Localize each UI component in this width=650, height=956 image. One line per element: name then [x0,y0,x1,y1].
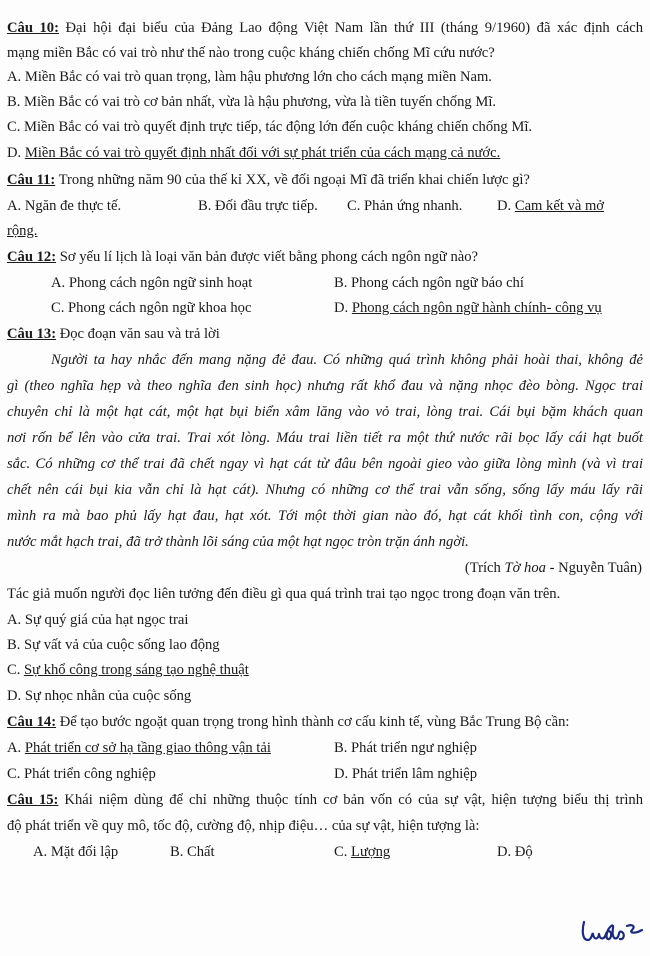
q12-option-a [51,273,252,293]
option-letter: C. [7,662,25,678]
option-letter: B. [7,94,25,110]
option-letter: C. [51,300,69,316]
option-letter: C. [347,198,365,214]
option-text: Phát triển lâm nghiệp [351,766,478,782]
option-text: Sự vất vả của cuộc sống lao động [24,637,220,653]
option-text: Phản ứng nhanh. [364,198,463,214]
option-letter: D. [7,145,25,161]
option-text: Mặt đối lập [50,844,119,860]
option-text: Miền Bắc có vai trò quan trọng, làm hậu phương lớn cho cách mạng miền Nam. [24,69,492,85]
signature-icon [580,918,646,948]
passage-line-4: nơi rốn bể lên vào cửa trai. Trai xót lòng. Máu trai liền tiết ra một thứ nước rãi bọc lấy cái hạt buốt [7,430,643,446]
option-text: Đối đầu trực tiếp. [215,198,318,214]
option-letter: C. [334,844,352,860]
option-letter: B. [334,275,352,291]
q13-stem [7,324,220,344]
q12-option-c [51,298,251,318]
q13-text: Đọc đoạn văn sau và trả lời [56,326,220,342]
q10-label: Câu 10: [7,20,59,36]
option-text: Sự quý giá của hạt ngọc trai [24,612,189,628]
q14-stem [7,712,569,732]
q15-option-c [334,842,390,862]
handwritten-signature [580,918,646,953]
q12-option-b [334,273,524,293]
q12-stem [7,247,478,267]
q13-option-c [7,660,249,680]
option-text: Phát triển công nghiệp [24,766,156,782]
option-letter: C. [7,766,25,782]
passage-line-3: chuyên chỉ là một hạt cát, một hạt bụi biển xâm lăng vào vỏ trai, lòng trai. Cái bụi bặm khách quan [7,404,643,420]
q13-option-d [7,686,191,706]
q12-label: Câu 12: [7,249,57,265]
option-text: Chất [187,844,215,860]
option-text-answer: Phát triển cơ sở hạ tầng giao thông vận tải [24,740,271,756]
option-text: Phát triển ngư nghiệp [351,740,477,756]
option-text-answer: Cam kết và mở [514,198,605,214]
q14-option-d [334,764,477,784]
q13-label: Câu 13: [7,326,57,342]
q15-option-a [33,842,118,862]
q15-text: Khái niệm dùng để chỉ những thuộc tính cơ bản vốn có của sự vật, hiện tượng biểu thị trình [58,792,643,808]
option-text-answer: Phong cách ngôn ngữ hành chính- công vụ [351,300,602,316]
q10-option-a [7,67,492,87]
q12-text: Sơ yếu lí lịch là loại văn bản được viết bằng phong cách ngôn ngữ nào? [56,249,478,265]
q12-option-d [334,298,602,318]
q14-text: Để tạo bước ngoặt quan trọng trong hình thành cơ cấu kinh tế, vùng Bắc Trung Bộ cần: [56,714,570,730]
option-letter: D. [497,198,515,214]
q15-option-d [497,842,533,862]
option-letter: B. [7,637,25,653]
source-title: Tờ hoa [504,560,546,576]
source-author: - Nguyễn Tuân) [545,560,642,576]
q11-stem [7,170,530,190]
q14-option-a [7,738,271,758]
passage-line-2: gì (theo nghĩa hẹp và theo nghĩa đen sinh học) nhưng rất khổ đau và nặng nhọc đèo bòng. Ngọc trai [7,378,643,394]
option-letter: A. [51,275,69,291]
q15-option-b [170,842,215,862]
option-letter: B. [170,844,188,860]
option-text: Phong cách ngôn ngữ báo chí [351,275,524,291]
option-letter: C. [7,119,25,135]
option-letter: A. [33,844,51,860]
option-letter: B. [334,740,352,756]
q14-option-b [334,738,477,758]
passage-line-1: Người ta hay nhắc đến mang nặng đẻ đau. Có những quá trình không phải hoài thai, không đẻ [51,352,643,368]
q14-label: Câu 14: [7,714,57,730]
option-text-answer: Sự khổ công trong sáng tạo nghệ thuật [24,662,249,678]
passage-line-7: mình ra mà bao phủ lấy hạt đau, hạt xót. Tới một thời gian nào đó, hạt cát khối tình con, cộng với [7,508,643,524]
q10-stem-line2: mạng miền Bắc có vai trò như thế nào trong cuộc kháng chiến chống Mĩ cứu nước? [7,45,495,61]
q11-option-c [347,196,462,216]
passage-line-5: sắc. Có những cơ thể trai đã chết ngay vì hạt cát từ đâu bên ngoài gieo vào giữa lòng mình (và vì trai [7,456,643,472]
q15-label: Câu 15: [7,792,59,808]
q11-text: Trong những năm 90 của thế kỉ XX, về đối ngoại Mĩ đã triển khai chiến lược gì? [55,172,530,188]
option-letter: D. [497,844,515,860]
option-text: Phong cách ngôn ngữ khoa học [68,300,252,316]
option-letter: A. [7,69,25,85]
source-prefix: (Trích [464,560,505,576]
option-text: Ngăn đe thực tế. [24,198,122,214]
option-text-answer: Lượng [351,844,391,860]
option-text-answer-cont: rộng. [7,223,38,239]
q15-stem-line1 [7,790,643,810]
q15-stem-line2: độ phát triển về quy mô, tốc độ, cường độ, nhịp điệu… của sự vật, hiện tượng là: [7,818,480,834]
option-letter: D. [334,300,352,316]
q10-option-d [7,143,500,163]
passage-source [465,558,642,578]
q10-text: Đại hội đại biểu của Đảng Lao động Việt Nam lần thứ III (tháng 9/1960) đã xác định cách [58,20,643,36]
q14-option-c [7,764,156,784]
q10-stem-line1 [7,18,643,38]
option-letter: B. [198,198,216,214]
option-letter: D. [334,766,352,782]
option-text: Miền Bắc có vai trò quyết định trực tiếp, tác động lớn đến cuộc kháng chiến chống Mĩ. [24,119,533,135]
q11-option-d-cont [7,221,37,241]
q11-option-b [198,196,318,216]
q13-option-b [7,635,220,655]
option-text: Độ [514,844,533,860]
option-text-answer: Miền Bắc có vai trò quyết định nhất đối với sự phát triển của cách mạng cả nước. [24,145,501,161]
q11-option-a [7,196,121,216]
q10-option-c [7,117,532,137]
q11-label: Câu 11: [7,172,56,188]
option-letter: D. [7,688,25,704]
option-text: Phong cách ngôn ngữ sinh hoạt [68,275,253,291]
passage-line-8: nước mắt hạch trai, đã trở thành lõi sáng của một hạt ngọc tròn trặn ánh ngời. [7,534,469,550]
passage-line-6: chết nên cái bụi kia vẫn chỉ là hạt cát). Nhưng có những cơ thể trai vẫn sống, sống lấy máu lấy rãi [7,482,643,498]
option-letter: A. [7,740,25,756]
option-text: Sự nhọc nhằn của cuộc sống [24,688,192,704]
option-letter: A. [7,612,25,628]
q10-option-b [7,92,496,112]
q11-option-d [497,196,604,216]
q13-option-a [7,610,188,630]
option-letter: A. [7,198,25,214]
option-text: Miền Bắc có vai trò cơ bản nhất, vừa là hậu phương, vừa là tiền tuyến chống Mĩ. [24,94,497,110]
q13-question: Tác giả muốn người đọc liên tưởng đến điều gì qua quá trình trai tạo ngọc trong đoạn văn trên. [7,586,561,602]
